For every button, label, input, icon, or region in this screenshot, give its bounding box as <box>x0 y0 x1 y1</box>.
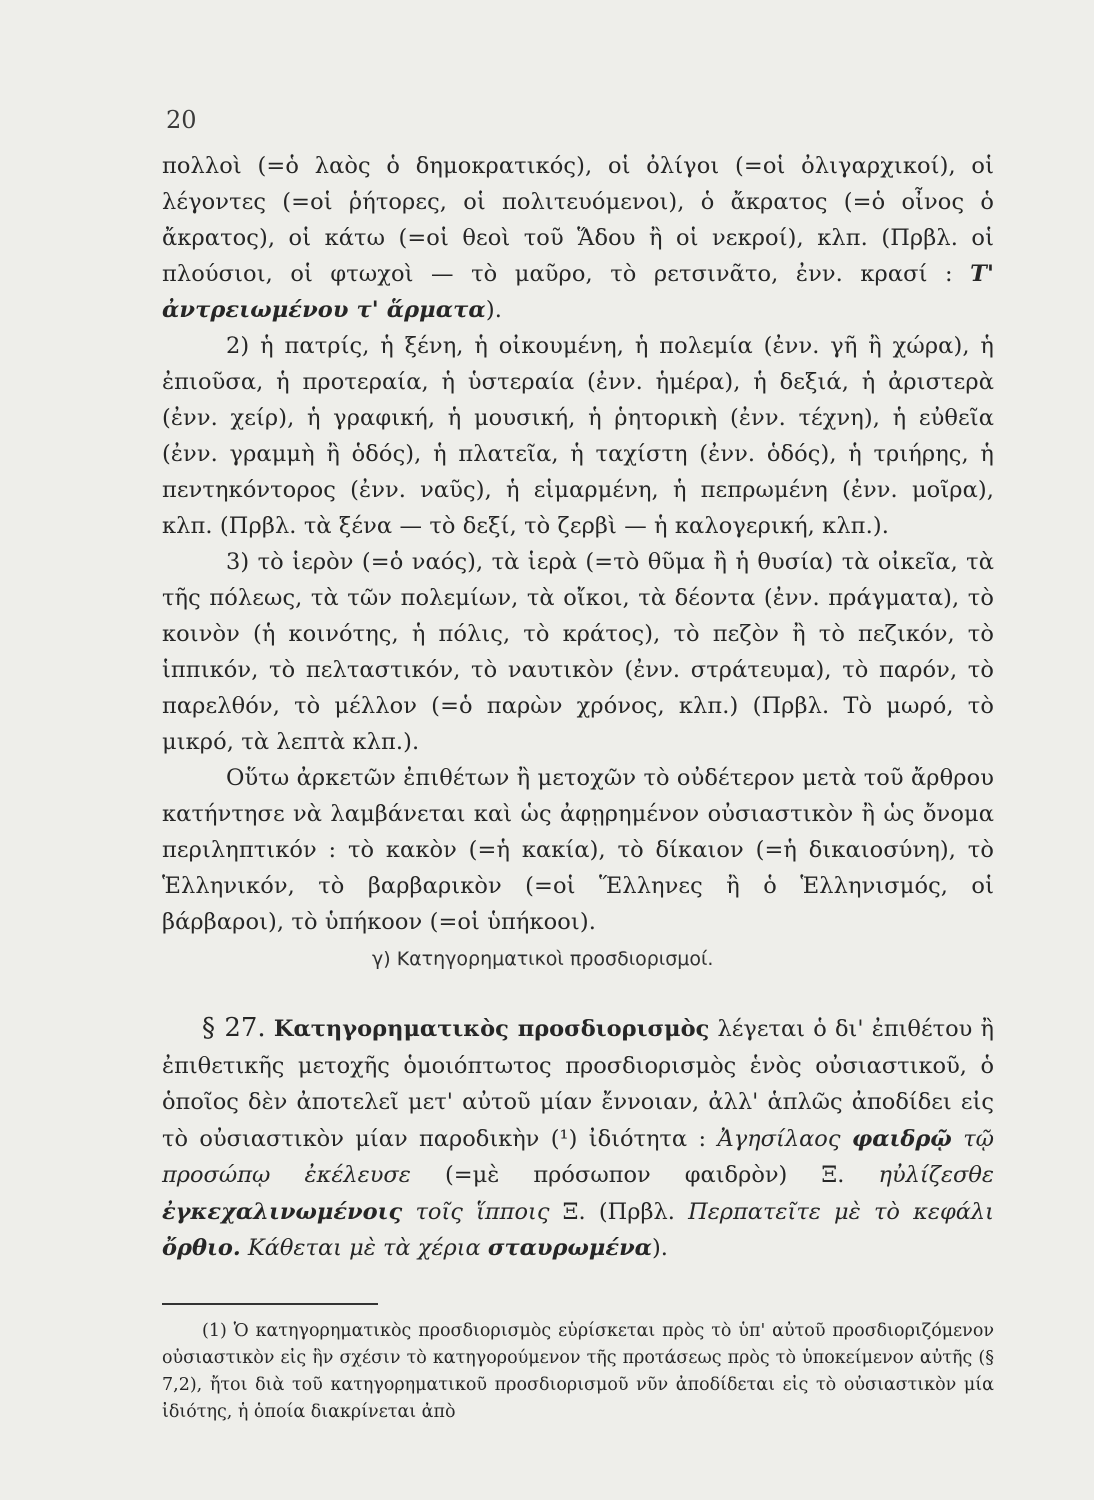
example-3: τῷ προσώπῳ ἐκέλευσε <box>162 1125 995 1188</box>
example-10: σταυρωμένα <box>487 1235 652 1261</box>
example-1: Ἀγησίλαος <box>717 1125 841 1152</box>
paragraph-1-quote: Τ' ἀντρειωμένου τ' ἅρματα <box>162 261 994 323</box>
section-text-1: λέγεται ὁ δι' ἐπιθέτου ἢ ἐπιθετικῆς μετοχῆς ὁμοιόπτωτος προσδιορισμὸς ἑνὸς οὐσιαστικοῦ, ὁ ὁποῖος δὲν ἀποτελεῖ μετ' αὐτοῦ μίαν ἔννοιαν, ἀλλ' ἁπλῶς ἀποδίδει εἰς τὸ οὐσιαστικὸν μίαν παροδικὴν <box>162 1016 995 1152</box>
section-text-5: ). <box>652 1235 668 1261</box>
footnote <box>162 1318 994 1426</box>
example-9: Κάθεται μὲ τὰ χέρια <box>247 1235 481 1261</box>
section-27-paragraph <box>162 1010 994 1267</box>
footnote-text: (1) Ὁ κατηγορηματικὸς προσδιορισμὸς εὑρίσκεται πρὸς τὸ ὑπ' αὐτοῦ προσδιοριζόμενον οὐσιαστικὸν εἰς ἣν σχέσιν τὸ κατηγορούμενον τῆς προτάσεως πρὸς τὸ ὑποκείμενον αὐτῆς (§ 7,2), ἤτοι διὰ τοῦ κατηγορηματικοῦ προσδιορισμοῦ νῦν ἀποδίδεται εἰς τὸ οὐσιαστικὸν μία ἰδιότης, ἡ ὁποία διακρίνεται ἀπὸ <box>162 1321 994 1422</box>
example-8: ὄρθιο. <box>162 1235 241 1261</box>
footnote-reference: (¹) <box>550 1125 578 1152</box>
example-7: Περπατεῖτε μὲ τὸ κεφάλι <box>688 1198 994 1225</box>
section-text-3: (=μὲ πρόσωπον φαιδρὸν) Ξ. <box>444 1162 845 1188</box>
section-term: Κατηγορηματικὸς προσδιορισμὸς <box>273 1016 710 1042</box>
paragraph-1-end: ). <box>485 297 502 323</box>
example-4: ηὐλίζεσθε <box>878 1162 995 1188</box>
example-6: τοῖς ἵπποις <box>415 1198 550 1225</box>
section-number: § 27. <box>202 1013 266 1043</box>
paragraph-2: 2) ἡ πατρίς, ἡ ξένη, ἡ οἰκουμένη, ἡ πολεμία (ἐνν. γῆ ἢ χώρα), ἡ ἐπιοῦσα, ἡ προτεραία, ἡ ὑστεραία (ἐνν. ἡμέρα), ἡ δεξιά, ἡ ἀριστερὰ (ἐνν. χείρ), ἡ γραφική, ἡ μουσική, ἡ ῥητορικὴ (ἐνν. τέχνη), ἡ εὐθεῖα (ἐνν. γραμμὴ ἢ ὁδός), ἡ πλατεῖα, ἡ ταχίστη (ἐνν. ὁδός), ἡ τριήρης, ἡ πεντηκόντορος (ἐνν. ναῦς), ἡ εἱμαρμένη, ἡ πεπρωμένη (ἐνν. μοῖρα), κλπ. (Πρβλ. τὰ ξένα — τὸ δεξί, τὸ ζερβὶ — ἡ καλογερική, κλπ.). <box>162 333 994 539</box>
example-5: ἐγκεχαλινωμένοις <box>162 1198 403 1225</box>
section-27 <box>162 1010 994 1267</box>
section-text-4: Ξ. (Πρβλ. <box>562 1198 675 1225</box>
paragraph-4: Οὕτω ἀρκετῶν ἐπιθέτων ἢ μετοχῶν τὸ οὐδέτερον μετὰ τοῦ ἄρθρου κατήντησε νὰ λαμβάνεται καὶ ὡς ἀφῃρημένον οὐσιαστικὸν ἢ ὡς ὄνομα περιληπτικόν : τὸ κακὸν (=ἡ κακία), τὸ δίκαιον (=ἡ δικαιοσύνη), τὸ Ἑλληνικόν, τὸ βαρβαρικὸν (=οἱ Ἕλληνες ἢ ὁ Ἑλληνισμός, οἱ βάρβαροι), τὸ ὑπήκοον (=οἱ ὑπήκοοι). <box>162 765 994 935</box>
paragraph-3: 3) τὸ ἱερὸν (=ὁ ναός), τὰ ἱερὰ (=τὸ θῦμα ἢ ἡ θυσία) τὰ οἰκεῖα, τὰ τῆς πόλεως, τὰ τῶν πολεμίων, τὰ οἴκοι, τὰ δέοντα (ἐνν. πράγματα), τὸ κοινὸν (ἡ κοινότης, ἡ πόλις, τὸ κράτος), τὸ πεζὸν ἢ τὸ πεζικόν, τὸ ἱππικόν, τὸ πελταστικόν, τὸ ναυτικὸν (ἐνν. στράτευμα), τὸ παρόν, τὸ παρελθόν, τὸ μέλλον (=ὁ παρὼν χρόνος, κλπ.) (Πρβλ. Τὸ μωρό, τὸ μικρό, τὰ λεπτὰ κλπ.). <box>162 549 994 755</box>
page-number: 20 <box>166 106 197 134</box>
main-text <box>162 148 994 940</box>
paragraph-1 <box>162 148 994 328</box>
example-2: φαιδρῷ <box>851 1125 952 1152</box>
footnote-divider <box>162 1303 378 1305</box>
paragraph-1-text: πολλοὶ (=ὁ λαὸς ὁ δημοκρατικός), οἱ ὀλίγοι (=οἱ ὀλιγαρχικοί), οἱ λέγοντες (=οἱ ῥήτορες, οἱ πολιτευόμενοι), ὁ ἄκρατος (=ὁ οἶνος ὁ ἄκρατος), οἱ κάτω (=οἱ θεοὶ τοῦ Ἅδου ἢ οἱ νεκροί), κλπ. (Πρβλ. οἱ πλούσιοι, οἱ φτωχοὶ — τὸ μαῦρο, τὸ ρετσινᾶτο, ἐνν. κρασί : <box>162 153 994 287</box>
subheading: γ) Κατηγορηματικοὶ προσδιορισμοί. <box>372 948 714 970</box>
section-text-2: ἰδιότητα : <box>588 1125 707 1152</box>
